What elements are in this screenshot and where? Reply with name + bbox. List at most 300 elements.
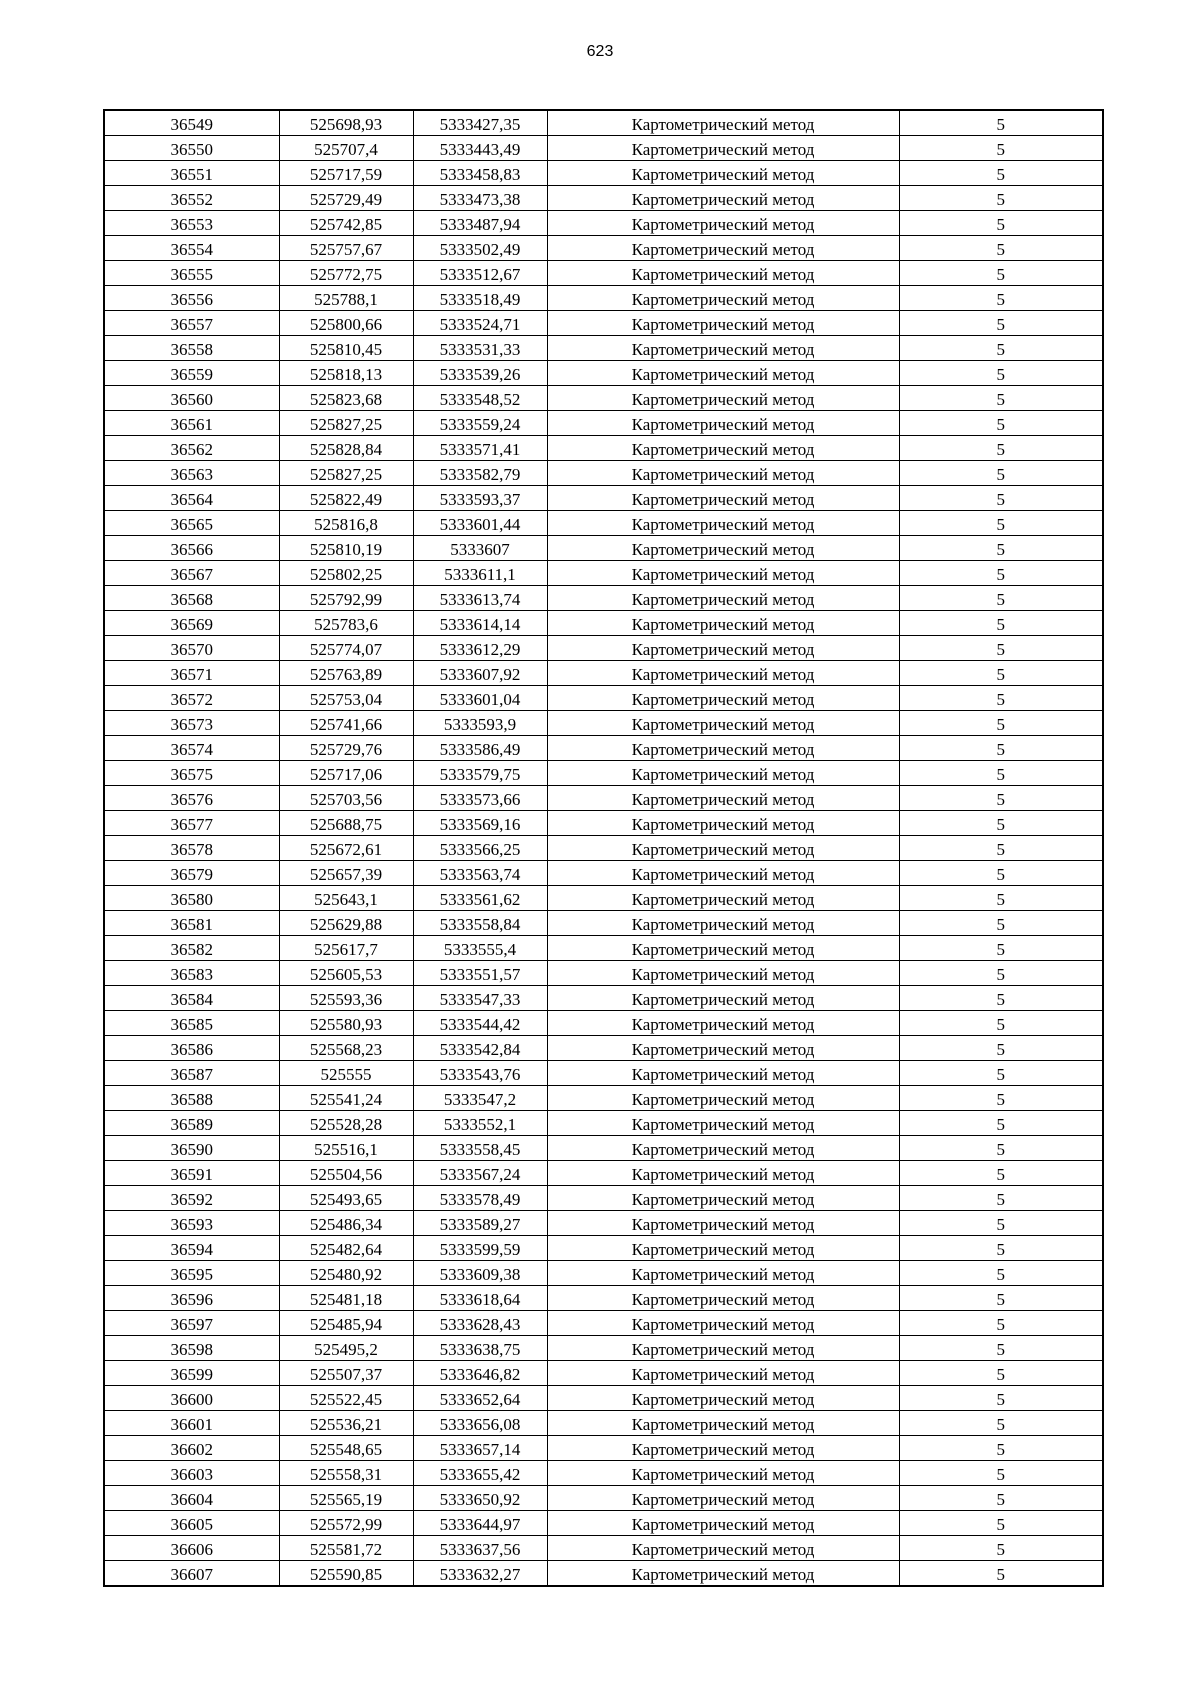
- y-coordinate-cell: 5333547,2: [413, 1086, 547, 1111]
- y-coordinate-cell: 5333637,56: [413, 1536, 547, 1561]
- table-row: [104, 711, 1103, 736]
- accuracy-cell: 5: [899, 1536, 1103, 1561]
- accuracy-cell: 5: [899, 461, 1103, 486]
- table-row: [104, 461, 1103, 486]
- y-coordinate-cell: 5333512,67: [413, 261, 547, 286]
- point-number-cell: 36549: [104, 110, 279, 136]
- table-row: [104, 786, 1103, 811]
- point-number-cell: 36593: [104, 1211, 279, 1236]
- y-coordinate-cell: 5333573,66: [413, 786, 547, 811]
- accuracy-cell: 5: [899, 561, 1103, 586]
- point-number-cell: 36582: [104, 936, 279, 961]
- x-coordinate-cell: 525482,64: [279, 1236, 413, 1261]
- y-coordinate-cell: 5333558,45: [413, 1136, 547, 1161]
- point-number-cell: 36569: [104, 611, 279, 636]
- method-cell: Картометрический метод: [547, 1461, 899, 1486]
- table-row: [104, 1386, 1103, 1411]
- x-coordinate-cell: 525629,88: [279, 911, 413, 936]
- accuracy-cell: 5: [899, 511, 1103, 536]
- accuracy-cell: 5: [899, 1186, 1103, 1211]
- table-row: [104, 861, 1103, 886]
- x-coordinate-cell: 525818,13: [279, 361, 413, 386]
- table-row: [104, 611, 1103, 636]
- table-row: [104, 1436, 1103, 1461]
- x-coordinate-cell: 525536,21: [279, 1411, 413, 1436]
- method-cell: Картометрический метод: [547, 311, 899, 336]
- table-row: [104, 586, 1103, 611]
- method-cell: Картометрический метод: [547, 461, 899, 486]
- y-coordinate-cell: 5333644,97: [413, 1511, 547, 1536]
- method-cell: Картометрический метод: [547, 1061, 899, 1086]
- accuracy-cell: 5: [899, 311, 1103, 336]
- coordinates-table-body: [104, 110, 1103, 1586]
- method-cell: Картометрический метод: [547, 1186, 899, 1211]
- x-coordinate-cell: 525763,89: [279, 661, 413, 686]
- x-coordinate-cell: 525828,84: [279, 436, 413, 461]
- accuracy-cell: 5: [899, 336, 1103, 361]
- x-coordinate-cell: 525581,72: [279, 1536, 413, 1561]
- x-coordinate-cell: 525729,49: [279, 186, 413, 211]
- y-coordinate-cell: 5333593,37: [413, 486, 547, 511]
- method-cell: Картометрический метод: [547, 1436, 899, 1461]
- point-number-cell: 36588: [104, 1086, 279, 1111]
- x-coordinate-cell: 525522,45: [279, 1386, 413, 1411]
- x-coordinate-cell: 525555: [279, 1061, 413, 1086]
- accuracy-cell: 5: [899, 1011, 1103, 1036]
- table-row: [104, 361, 1103, 386]
- x-coordinate-cell: 525810,19: [279, 536, 413, 561]
- coordinates-table: [103, 109, 1104, 1587]
- point-number-cell: 36567: [104, 561, 279, 586]
- point-number-cell: 36594: [104, 1236, 279, 1261]
- y-coordinate-cell: 5333638,75: [413, 1336, 547, 1361]
- x-coordinate-cell: 525810,45: [279, 336, 413, 361]
- method-cell: Картометрический метод: [547, 986, 899, 1011]
- table-row: [104, 1086, 1103, 1111]
- point-number-cell: 36559: [104, 361, 279, 386]
- accuracy-cell: 5: [899, 736, 1103, 761]
- accuracy-cell: 5: [899, 1386, 1103, 1411]
- x-coordinate-cell: 525486,34: [279, 1211, 413, 1236]
- point-number-cell: 36597: [104, 1311, 279, 1336]
- x-coordinate-cell: 525757,67: [279, 236, 413, 261]
- accuracy-cell: 5: [899, 711, 1103, 736]
- method-cell: Картометрический метод: [547, 1311, 899, 1336]
- table-row: [104, 1536, 1103, 1561]
- table-row: [104, 986, 1103, 1011]
- method-cell: Картометрический метод: [547, 511, 899, 536]
- point-number-cell: 36591: [104, 1161, 279, 1186]
- method-cell: Картометрический метод: [547, 436, 899, 461]
- x-coordinate-cell: 525774,07: [279, 636, 413, 661]
- accuracy-cell: 5: [899, 186, 1103, 211]
- y-coordinate-cell: 5333586,49: [413, 736, 547, 761]
- accuracy-cell: 5: [899, 110, 1103, 136]
- y-coordinate-cell: 5333578,49: [413, 1186, 547, 1211]
- accuracy-cell: 5: [899, 1336, 1103, 1361]
- point-number-cell: 36602: [104, 1436, 279, 1461]
- point-number-cell: 36563: [104, 461, 279, 486]
- point-number-cell: 36568: [104, 586, 279, 611]
- y-coordinate-cell: 5333652,64: [413, 1386, 547, 1411]
- x-coordinate-cell: 525788,1: [279, 286, 413, 311]
- method-cell: Картометрический метод: [547, 661, 899, 686]
- point-number-cell: 36566: [104, 536, 279, 561]
- method-cell: Картометрический метод: [547, 536, 899, 561]
- y-coordinate-cell: 5333646,82: [413, 1361, 547, 1386]
- point-number-cell: 36571: [104, 661, 279, 686]
- point-number-cell: 36570: [104, 636, 279, 661]
- point-number-cell: 36600: [104, 1386, 279, 1411]
- accuracy-cell: 5: [899, 986, 1103, 1011]
- accuracy-cell: 5: [899, 611, 1103, 636]
- y-coordinate-cell: 5333655,42: [413, 1461, 547, 1486]
- point-number-cell: 36607: [104, 1561, 279, 1587]
- page-number: 623: [586, 43, 614, 60]
- method-cell: Картометрический метод: [547, 261, 899, 286]
- x-coordinate-cell: 525558,31: [279, 1461, 413, 1486]
- y-coordinate-cell: 5333599,59: [413, 1236, 547, 1261]
- x-coordinate-cell: 525568,23: [279, 1036, 413, 1061]
- x-coordinate-cell: 525827,25: [279, 411, 413, 436]
- accuracy-cell: 5: [899, 436, 1103, 461]
- table-row: [104, 561, 1103, 586]
- point-number-cell: 36562: [104, 436, 279, 461]
- table-row: [104, 911, 1103, 936]
- point-number-cell: 36555: [104, 261, 279, 286]
- method-cell: Картометрический метод: [547, 786, 899, 811]
- y-coordinate-cell: 5333614,14: [413, 611, 547, 636]
- y-coordinate-cell: 5333579,75: [413, 761, 547, 786]
- accuracy-cell: 5: [899, 911, 1103, 936]
- method-cell: Картометрический метод: [547, 1036, 899, 1061]
- x-coordinate-cell: 525481,18: [279, 1286, 413, 1311]
- method-cell: Картометрический метод: [547, 836, 899, 861]
- x-coordinate-cell: 525590,85: [279, 1561, 413, 1587]
- accuracy-cell: 5: [899, 136, 1103, 161]
- point-number-cell: 36573: [104, 711, 279, 736]
- point-number-cell: 36601: [104, 1411, 279, 1436]
- point-number-cell: 36550: [104, 136, 279, 161]
- x-coordinate-cell: 525717,59: [279, 161, 413, 186]
- x-coordinate-cell: 525822,49: [279, 486, 413, 511]
- x-coordinate-cell: 525827,25: [279, 461, 413, 486]
- accuracy-cell: 5: [899, 236, 1103, 261]
- accuracy-cell: 5: [899, 836, 1103, 861]
- table-row: [104, 1161, 1103, 1186]
- table-row: [104, 511, 1103, 536]
- y-coordinate-cell: 5333548,52: [413, 386, 547, 411]
- accuracy-cell: 5: [899, 1161, 1103, 1186]
- method-cell: Картометрический метод: [547, 361, 899, 386]
- accuracy-cell: 5: [899, 1311, 1103, 1336]
- y-coordinate-cell: 5333487,94: [413, 211, 547, 236]
- table-row: [104, 1186, 1103, 1211]
- method-cell: Картометрический метод: [547, 286, 899, 311]
- accuracy-cell: 5: [899, 1561, 1103, 1587]
- point-number-cell: 36574: [104, 736, 279, 761]
- y-coordinate-cell: 5333551,57: [413, 961, 547, 986]
- accuracy-cell: 5: [899, 1211, 1103, 1236]
- y-coordinate-cell: 5333559,24: [413, 411, 547, 436]
- point-number-cell: 36598: [104, 1336, 279, 1361]
- method-cell: Картометрический метод: [547, 861, 899, 886]
- y-coordinate-cell: 5333612,29: [413, 636, 547, 661]
- point-number-cell: 36564: [104, 486, 279, 511]
- accuracy-cell: 5: [899, 586, 1103, 611]
- y-coordinate-cell: 5333628,43: [413, 1311, 547, 1336]
- table-row: [104, 386, 1103, 411]
- point-number-cell: 36580: [104, 886, 279, 911]
- x-coordinate-cell: 525729,76: [279, 736, 413, 761]
- accuracy-cell: 5: [899, 936, 1103, 961]
- table-row: [104, 1236, 1103, 1261]
- point-number-cell: 36605: [104, 1511, 279, 1536]
- x-coordinate-cell: 525802,25: [279, 561, 413, 586]
- y-coordinate-cell: 5333502,49: [413, 236, 547, 261]
- table-row: [104, 811, 1103, 836]
- table-row: [104, 536, 1103, 561]
- table-row: [104, 1036, 1103, 1061]
- x-coordinate-cell: 525792,99: [279, 586, 413, 611]
- table-row: [104, 1561, 1103, 1587]
- method-cell: Картометрический метод: [547, 336, 899, 361]
- method-cell: Картометрический метод: [547, 636, 899, 661]
- y-coordinate-cell: 5333566,25: [413, 836, 547, 861]
- x-coordinate-cell: 525548,65: [279, 1436, 413, 1461]
- x-coordinate-cell: 525698,93: [279, 110, 413, 136]
- point-number-cell: 36586: [104, 1036, 279, 1061]
- y-coordinate-cell: 5333561,62: [413, 886, 547, 911]
- y-coordinate-cell: 5333524,71: [413, 311, 547, 336]
- point-number-cell: 36604: [104, 1486, 279, 1511]
- accuracy-cell: 5: [899, 761, 1103, 786]
- method-cell: Картометрический метод: [547, 1386, 899, 1411]
- point-number-cell: 36558: [104, 336, 279, 361]
- accuracy-cell: 5: [899, 361, 1103, 386]
- method-cell: Картометрический метод: [547, 1336, 899, 1361]
- y-coordinate-cell: 5333650,92: [413, 1486, 547, 1511]
- table-row: [104, 886, 1103, 911]
- table-row: [104, 686, 1103, 711]
- accuracy-cell: 5: [899, 386, 1103, 411]
- method-cell: Картометрический метод: [547, 236, 899, 261]
- accuracy-cell: 5: [899, 536, 1103, 561]
- y-coordinate-cell: 5333543,76: [413, 1061, 547, 1086]
- table-row: [104, 311, 1103, 336]
- accuracy-cell: 5: [899, 661, 1103, 686]
- accuracy-cell: 5: [899, 261, 1103, 286]
- method-cell: Картометрический метод: [547, 1236, 899, 1261]
- accuracy-cell: 5: [899, 686, 1103, 711]
- table-row: [104, 1461, 1103, 1486]
- point-number-cell: 36552: [104, 186, 279, 211]
- y-coordinate-cell: 5333531,33: [413, 336, 547, 361]
- table-row: [104, 1311, 1103, 1336]
- x-coordinate-cell: 525480,92: [279, 1261, 413, 1286]
- point-number-cell: 36556: [104, 286, 279, 311]
- method-cell: Картометрический метод: [547, 736, 899, 761]
- x-coordinate-cell: 525772,75: [279, 261, 413, 286]
- accuracy-cell: 5: [899, 161, 1103, 186]
- x-coordinate-cell: 525823,68: [279, 386, 413, 411]
- accuracy-cell: 5: [899, 961, 1103, 986]
- method-cell: Картометрический метод: [547, 611, 899, 636]
- table-row: [104, 1361, 1103, 1386]
- y-coordinate-cell: 5333443,49: [413, 136, 547, 161]
- x-coordinate-cell: 525753,04: [279, 686, 413, 711]
- method-cell: Картометрический метод: [547, 586, 899, 611]
- y-coordinate-cell: 5333607,92: [413, 661, 547, 686]
- table-row: [104, 336, 1103, 361]
- table-row: [104, 1061, 1103, 1086]
- x-coordinate-cell: 525572,99: [279, 1511, 413, 1536]
- accuracy-cell: 5: [899, 1061, 1103, 1086]
- accuracy-cell: 5: [899, 1361, 1103, 1386]
- x-coordinate-cell: 525717,06: [279, 761, 413, 786]
- method-cell: Картометрический метод: [547, 110, 899, 136]
- x-coordinate-cell: 525672,61: [279, 836, 413, 861]
- point-number-cell: 36606: [104, 1536, 279, 1561]
- method-cell: Картометрический метод: [547, 486, 899, 511]
- method-cell: Картометрический метод: [547, 411, 899, 436]
- x-coordinate-cell: 525707,4: [279, 136, 413, 161]
- method-cell: Картометрический метод: [547, 1261, 899, 1286]
- table-row: [104, 411, 1103, 436]
- accuracy-cell: 5: [899, 786, 1103, 811]
- x-coordinate-cell: 525688,75: [279, 811, 413, 836]
- table-row: [104, 936, 1103, 961]
- y-coordinate-cell: 5333558,84: [413, 911, 547, 936]
- y-coordinate-cell: 5333593,9: [413, 711, 547, 736]
- method-cell: Картометрический метод: [547, 936, 899, 961]
- point-number-cell: 36560: [104, 386, 279, 411]
- y-coordinate-cell: 5333518,49: [413, 286, 547, 311]
- point-number-cell: 36561: [104, 411, 279, 436]
- method-cell: Картометрический метод: [547, 1011, 899, 1036]
- table-row: [104, 1511, 1103, 1536]
- method-cell: Картометрический метод: [547, 1536, 899, 1561]
- point-number-cell: 36575: [104, 761, 279, 786]
- table-row: [104, 1286, 1103, 1311]
- accuracy-cell: 5: [899, 1461, 1103, 1486]
- point-number-cell: 36590: [104, 1136, 279, 1161]
- point-number-cell: 36587: [104, 1061, 279, 1086]
- x-coordinate-cell: 525565,19: [279, 1486, 413, 1511]
- table-row: [104, 636, 1103, 661]
- x-coordinate-cell: 525580,93: [279, 1011, 413, 1036]
- method-cell: Картометрический метод: [547, 711, 899, 736]
- y-coordinate-cell: 5333589,27: [413, 1211, 547, 1236]
- table-row: [104, 1336, 1103, 1361]
- y-coordinate-cell: 5333613,74: [413, 586, 547, 611]
- y-coordinate-cell: 5333632,27: [413, 1561, 547, 1587]
- point-number-cell: 36578: [104, 836, 279, 861]
- method-cell: Картометрический метод: [547, 911, 899, 936]
- y-coordinate-cell: 5333567,24: [413, 1161, 547, 1186]
- method-cell: Картометрический метод: [547, 1511, 899, 1536]
- method-cell: Картометрический метод: [547, 1086, 899, 1111]
- table-row: [104, 1211, 1103, 1236]
- y-coordinate-cell: 5333609,38: [413, 1261, 547, 1286]
- table-row: [104, 836, 1103, 861]
- y-coordinate-cell: 5333427,35: [413, 110, 547, 136]
- table-row: [104, 186, 1103, 211]
- method-cell: Картометрический метод: [547, 1286, 899, 1311]
- y-coordinate-cell: 5333458,83: [413, 161, 547, 186]
- y-coordinate-cell: 5333542,84: [413, 1036, 547, 1061]
- x-coordinate-cell: 525800,66: [279, 311, 413, 336]
- table-row: [104, 211, 1103, 236]
- x-coordinate-cell: 525643,1: [279, 886, 413, 911]
- accuracy-cell: 5: [899, 1236, 1103, 1261]
- table-row: [104, 1261, 1103, 1286]
- accuracy-cell: 5: [899, 411, 1103, 436]
- method-cell: Картометрический метод: [547, 161, 899, 186]
- accuracy-cell: 5: [899, 1261, 1103, 1286]
- method-cell: Картометрический метод: [547, 561, 899, 586]
- point-number-cell: 36576: [104, 786, 279, 811]
- x-coordinate-cell: 525741,66: [279, 711, 413, 736]
- x-coordinate-cell: 525528,28: [279, 1111, 413, 1136]
- point-number-cell: 36583: [104, 961, 279, 986]
- x-coordinate-cell: 525703,56: [279, 786, 413, 811]
- table-row: [104, 1486, 1103, 1511]
- y-coordinate-cell: 5333601,44: [413, 511, 547, 536]
- x-coordinate-cell: 525495,2: [279, 1336, 413, 1361]
- accuracy-cell: 5: [899, 1511, 1103, 1536]
- x-coordinate-cell: 525605,53: [279, 961, 413, 986]
- y-coordinate-cell: 5333552,1: [413, 1111, 547, 1136]
- accuracy-cell: 5: [899, 1411, 1103, 1436]
- x-coordinate-cell: 525504,56: [279, 1161, 413, 1186]
- table-row: [104, 1011, 1103, 1036]
- accuracy-cell: 5: [899, 211, 1103, 236]
- method-cell: Картометрический метод: [547, 1211, 899, 1236]
- x-coordinate-cell: 525783,6: [279, 611, 413, 636]
- point-number-cell: 36565: [104, 511, 279, 536]
- accuracy-cell: 5: [899, 1136, 1103, 1161]
- accuracy-cell: 5: [899, 286, 1103, 311]
- y-coordinate-cell: 5333601,04: [413, 686, 547, 711]
- table-row: [104, 286, 1103, 311]
- y-coordinate-cell: 5333582,79: [413, 461, 547, 486]
- table-row: [104, 161, 1103, 186]
- x-coordinate-cell: 525617,7: [279, 936, 413, 961]
- x-coordinate-cell: 525516,1: [279, 1136, 413, 1161]
- point-number-cell: 36581: [104, 911, 279, 936]
- method-cell: Картометрический метод: [547, 211, 899, 236]
- method-cell: Картометрический метод: [547, 1486, 899, 1511]
- accuracy-cell: 5: [899, 1036, 1103, 1061]
- accuracy-cell: 5: [899, 636, 1103, 661]
- y-coordinate-cell: 5333473,38: [413, 186, 547, 211]
- x-coordinate-cell: 525593,36: [279, 986, 413, 1011]
- method-cell: Картометрический метод: [547, 1136, 899, 1161]
- point-number-cell: 36557: [104, 311, 279, 336]
- y-coordinate-cell: 5333611,1: [413, 561, 547, 586]
- point-number-cell: 36584: [104, 986, 279, 1011]
- accuracy-cell: 5: [899, 811, 1103, 836]
- method-cell: Картометрический метод: [547, 1561, 899, 1587]
- accuracy-cell: 5: [899, 1436, 1103, 1461]
- x-coordinate-cell: 525657,39: [279, 861, 413, 886]
- x-coordinate-cell: 525742,85: [279, 211, 413, 236]
- method-cell: Картометрический метод: [547, 811, 899, 836]
- table-row: [104, 1136, 1103, 1161]
- table-row: [104, 436, 1103, 461]
- method-cell: Картометрический метод: [547, 1361, 899, 1386]
